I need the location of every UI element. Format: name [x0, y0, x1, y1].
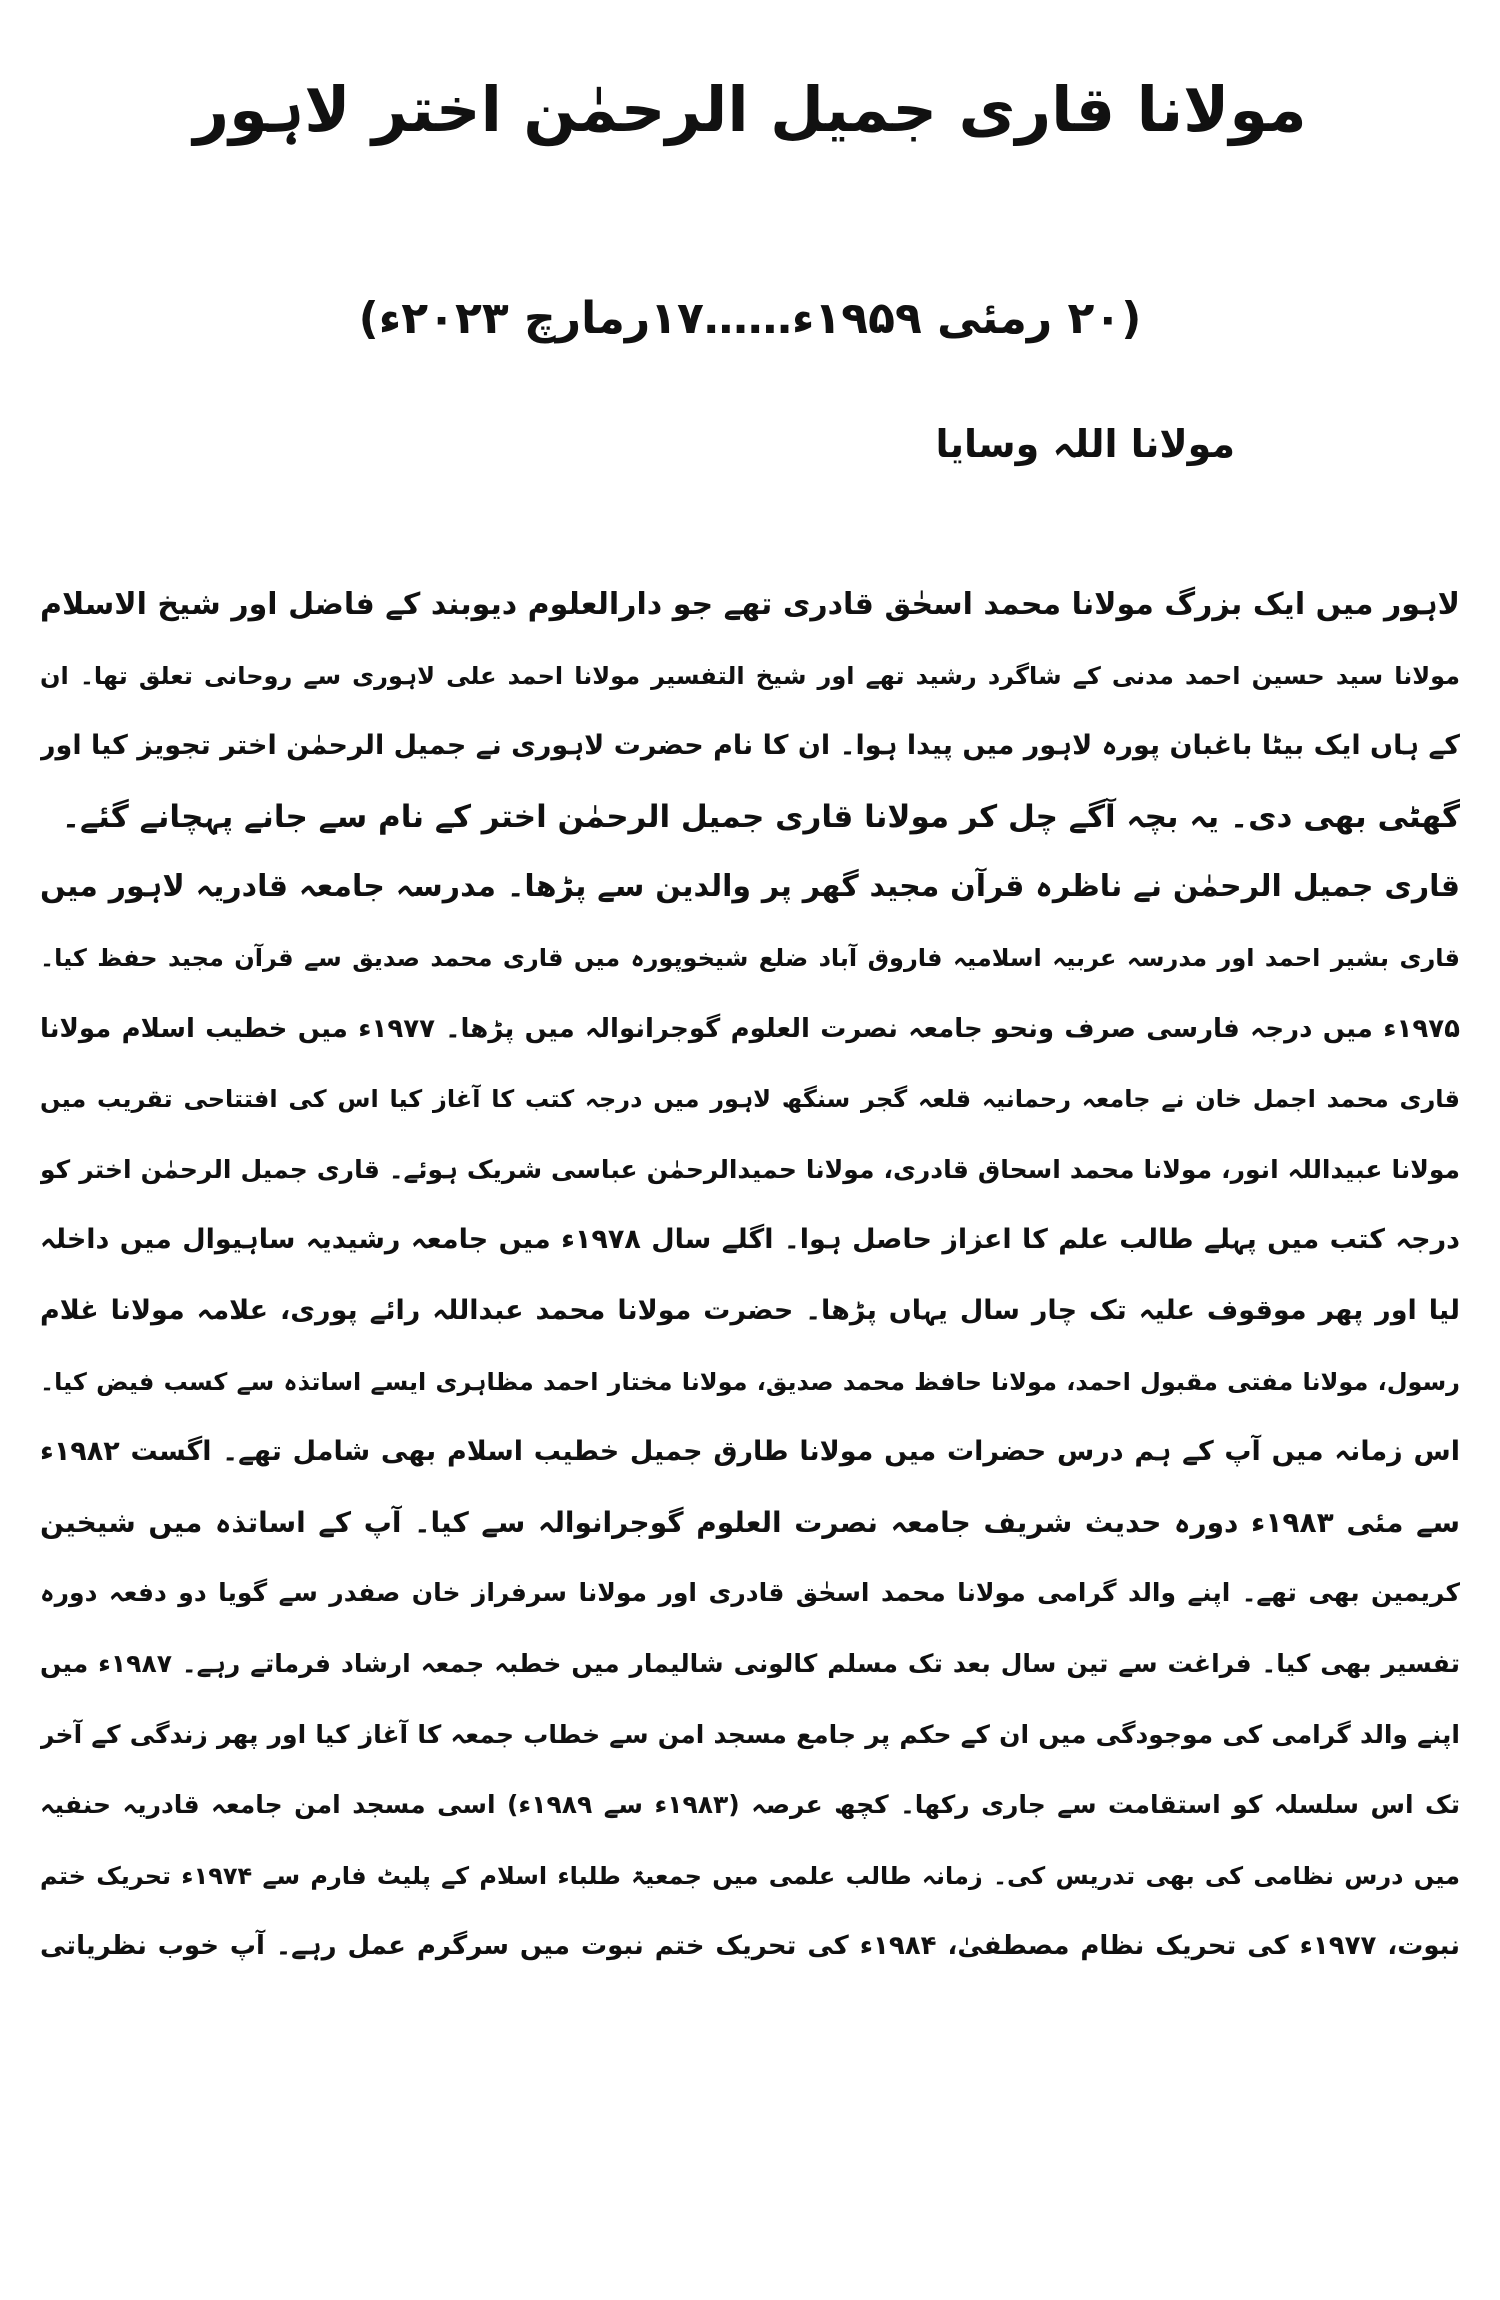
text-line: تک اس سلسلہ کو استقامت سے جاری رکھا۔ کچھ عرصہ (۱۹۸۳ء سے ۱۹۸۹ء) اسی مسجد امن جامعہ قادریہ حنفیہ: [40, 1790, 1460, 1820]
text-line: اس زمانہ میں آپ کے ہم درس حضرات میں مولانا طارق جمیل خطیب اسلام بھی شامل تھے۔ اگست ۱۹۸۲ء: [40, 1436, 1460, 1468]
text-line: قاری بشیر احمد اور مدرسہ عربیہ اسلامیہ فاروق آباد ضلع شیخوپورہ میں قاری محمد صدیق سے قرآن مجید حفظ کیا۔: [40, 943, 1460, 972]
article-body: [40, 570, 1460, 1982]
text-line: نبوت، ۱۹۷۷ء کی تحریک نظام مصطفیٰ، ۱۹۸۴ء کی تحریک ختم نبوت میں سرگرم عمل رہے۔ آپ خوب نظریاتی: [40, 1931, 1460, 1962]
text-line: درجہ کتب میں پہلے طالب علم کا اعزاز حاصل ہوا۔ اگلے سال ۱۹۷۸ء میں جامعہ رشیدیہ ساہیوال میں داخلہ: [40, 1224, 1460, 1256]
document-title: مولانا قاری جمیل الرحمٰن اختر لاہور: [193, 73, 1307, 146]
text-line: گھٹی بھی دی۔ یہ بچہ آگے چل کر مولانا قاری جمیل الرحمٰن اختر کے نام سے جانے پہچانے گئے۔: [61, 798, 1460, 835]
text-line: سے مئی ۱۹۸۳ء دورہ حدیث شریف جامعہ نصرت العلوم گوجرانوالہ سے کیا۔ آپ کے اساتذہ میں شیخین: [40, 1505, 1460, 1539]
text-line: میں درس نظامی کی بھی تدریس کی۔ زمانہ طالب علمی میں جمعیۃ طلباء اسلام کے پلیٹ فارم سے ۱۹۷۴ء تحریک ختم: [40, 1861, 1460, 1890]
text-line: تفسیر بھی کیا۔ فراغت سے تین سال بعد تک مسلم کالونی شالیمار میں خطبہ جمعہ ارشاد فرماتے رہے۔ ۱۹۸۷ء میں: [40, 1648, 1460, 1678]
text-line: لیا اور پھر موقوف علیہ تک چار سال یہاں پڑھا۔ حضرت مولانا محمد عبداللہ رائے پوری، علامہ مولانا غلام: [40, 1294, 1460, 1326]
text-line: لاہور میں ایک بزرگ مولانا محمد اسحٰق قادری تھے جو دارالعلوم دیوبند کے فاضل اور شیخ الاسلام: [40, 587, 1460, 622]
text-line: مولانا عبیداللہ انور، مولانا محمد اسحاق قادری، مولانا حمیدالرحمٰن عباسی شریک ہوئے۔ قاری جمیل الرحمٰن اختر کو: [40, 1154, 1460, 1184]
author-name: مولانا اللہ وسایا: [935, 422, 1235, 466]
text-line: کریمین بھی تھے۔ اپنے والد گرامی مولانا محمد اسحٰق قادری اور مولانا سرفراز خان صفدر سے گویا دو دفعہ دورہ: [40, 1578, 1460, 1608]
text-line: مولانا سید حسین احمد مدنی کے شاگرد رشید تھے اور شیخ التفسیر مولانا احمد علی لاہوری سے روحانی تعلق تھا۔ ان: [40, 661, 1460, 690]
text-line: قاری جمیل الرحمٰن نے ناظرہ قرآن مجید گھر پر والدین سے پڑھا۔ مدرسہ جامعہ قادریہ لاہور میں: [40, 869, 1460, 905]
text-line: رسول، مولانا مفتی مقبول احمد، مولانا حافظ محمد صدیق، مولانا مختار احمد مظاہری ایسے اساتذہ سے کسب فیض کیا۔: [40, 1367, 1460, 1396]
life-dates: (۲۰ رمئی ۱۹۵۹ء……۱۷رمارچ ۲۰۲۳ء): [358, 293, 1142, 344]
text-line: قاری محمد اجمل خان نے جامعہ رحمانیہ قلعہ گجر سنگھ لاہور میں درجہ کتب کا آغاز کیا اس کی افتتاحی تقریب میں: [40, 1085, 1460, 1114]
text-line: کے ہاں ایک بیٹا باغبان پورہ لاہور میں پیدا ہوا۔ ان کا نام حضرت لاہوری نے جمیل الرحمٰن اختر تجویز کیا اور: [40, 730, 1460, 762]
text-line: ۱۹۷۵ء میں درجہ فارسی صرف ونحو جامعہ نصرت العلوم گوجرانوالہ میں پڑھا۔ ۱۹۷۷ء میں خطیب اسلام مولانا: [40, 1013, 1460, 1044]
text-line: اپنے والد گرامی کی موجودگی میں ان کے حکم پر جامع مسجد امن سے خطاب جمعہ کا آغاز کیا اور پھر زندگی کے آخر: [40, 1719, 1460, 1749]
